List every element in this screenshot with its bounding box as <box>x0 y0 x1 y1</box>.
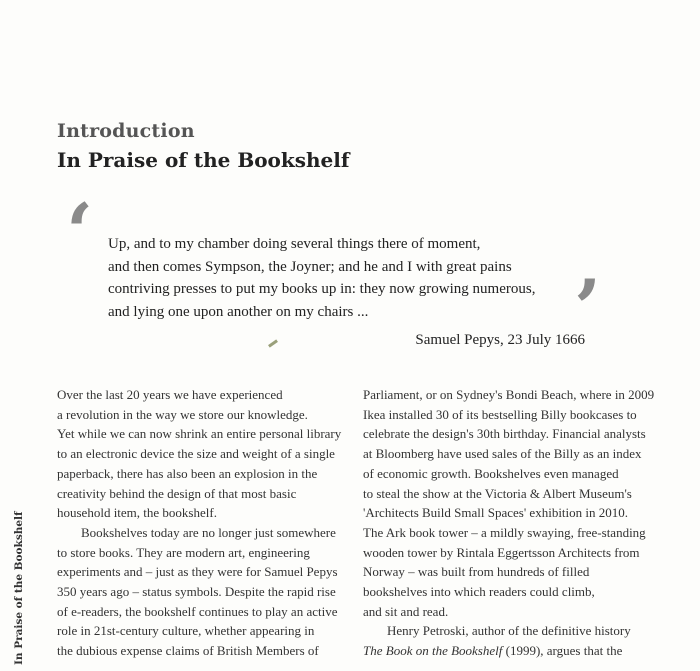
section-kicker: Introduction <box>57 120 195 142</box>
text-line: Henry Petroski, author of the definitive history <box>387 623 631 639</box>
text-line: to store books. They are modern art, engineering <box>57 544 310 560</box>
body-column-right <box>363 385 654 661</box>
text-line: wooden tower by Rintala Eggertsson Architects from <box>363 544 640 560</box>
text-line: celebrate the design's 30th birthday. Financial analysts <box>363 426 646 442</box>
text-line: to an electronic device the size and weight of a single <box>57 446 335 462</box>
epigraph-attribution: Samuel Pepys, 23 July 1666 <box>415 332 585 348</box>
text-line: and sit and read. <box>363 603 449 619</box>
text-line: a revolution in the way we store our knowledge. <box>57 406 308 422</box>
text-line: Yet while we can now shrink an entire personal library <box>57 426 342 442</box>
text-line: The Ark book tower – a mildly swaying, free-standing <box>363 524 646 540</box>
quote-line: and then comes Sympson, the Joyner; and he and I with great pains <box>108 258 512 275</box>
text-line: creativity behind the design of that most basic <box>57 485 297 501</box>
text-line: Ikea installed 30 of its bestselling Billy bookcases to <box>363 406 637 422</box>
page-title: In Praise of the Bookshelf <box>57 148 350 172</box>
text-line: of economic growth. Bookshelves even managed <box>363 465 619 481</box>
text-line: Bookshelves today are no longer just somewhere <box>81 524 336 540</box>
text-line: Over the last 20 years we have experienced <box>57 387 283 402</box>
book-title: The Book on the Bookshelf <box>363 643 503 659</box>
text-line: 'Architects Build Small Spaces' exhibition in 2010. <box>363 505 629 521</box>
text-line: 350 years ago – status symbols. Despite the rapid rise <box>57 584 336 600</box>
text-line: household item, the bookshelf. <box>57 505 217 521</box>
text-line: Parliament, or on Sydney's Bondi Beach, where in 2009 <box>363 387 655 402</box>
scan-speck-icon <box>268 339 278 347</box>
running-head: In Praise of the Bookshelf <box>13 511 25 665</box>
text-line: the dubious expense claims of British Members of <box>57 643 319 659</box>
epigraph-quote <box>108 233 535 323</box>
text-line: Norway – was built from hundreds of filled <box>363 564 590 580</box>
quote-line: and lying one upon another on my chairs ... <box>108 303 369 320</box>
text-line: experiments and – just as they were for Samuel Pepys <box>57 564 338 580</box>
body-column-left <box>57 385 341 661</box>
text-line: role in 21st-century culture, whether appearing in <box>57 623 315 639</box>
text-line: paperback, there has also been an explosion in the <box>57 465 318 481</box>
quote-line: contriving presses to put my books up in: they now growing numerous, <box>108 281 536 298</box>
text-line: to steal the show at the Victoria & Albert Museum's <box>363 485 632 501</box>
text-line <box>363 641 654 661</box>
text-line: bookshelves into which readers could climb, <box>363 584 595 600</box>
text-line: at Bloomberg have used sales of the Billy as an index <box>363 446 642 462</box>
open-quote-mark-icon: ‘ <box>66 187 94 278</box>
text-line: of e-readers, the bookshelf continues to play an active <box>57 603 338 619</box>
quote-line: Up, and to my chamber doing several things there of moment, <box>108 236 481 252</box>
text-fragment: (1999), argues that the <box>502 643 623 659</box>
close-quote-mark-icon: ’ <box>574 263 602 354</box>
